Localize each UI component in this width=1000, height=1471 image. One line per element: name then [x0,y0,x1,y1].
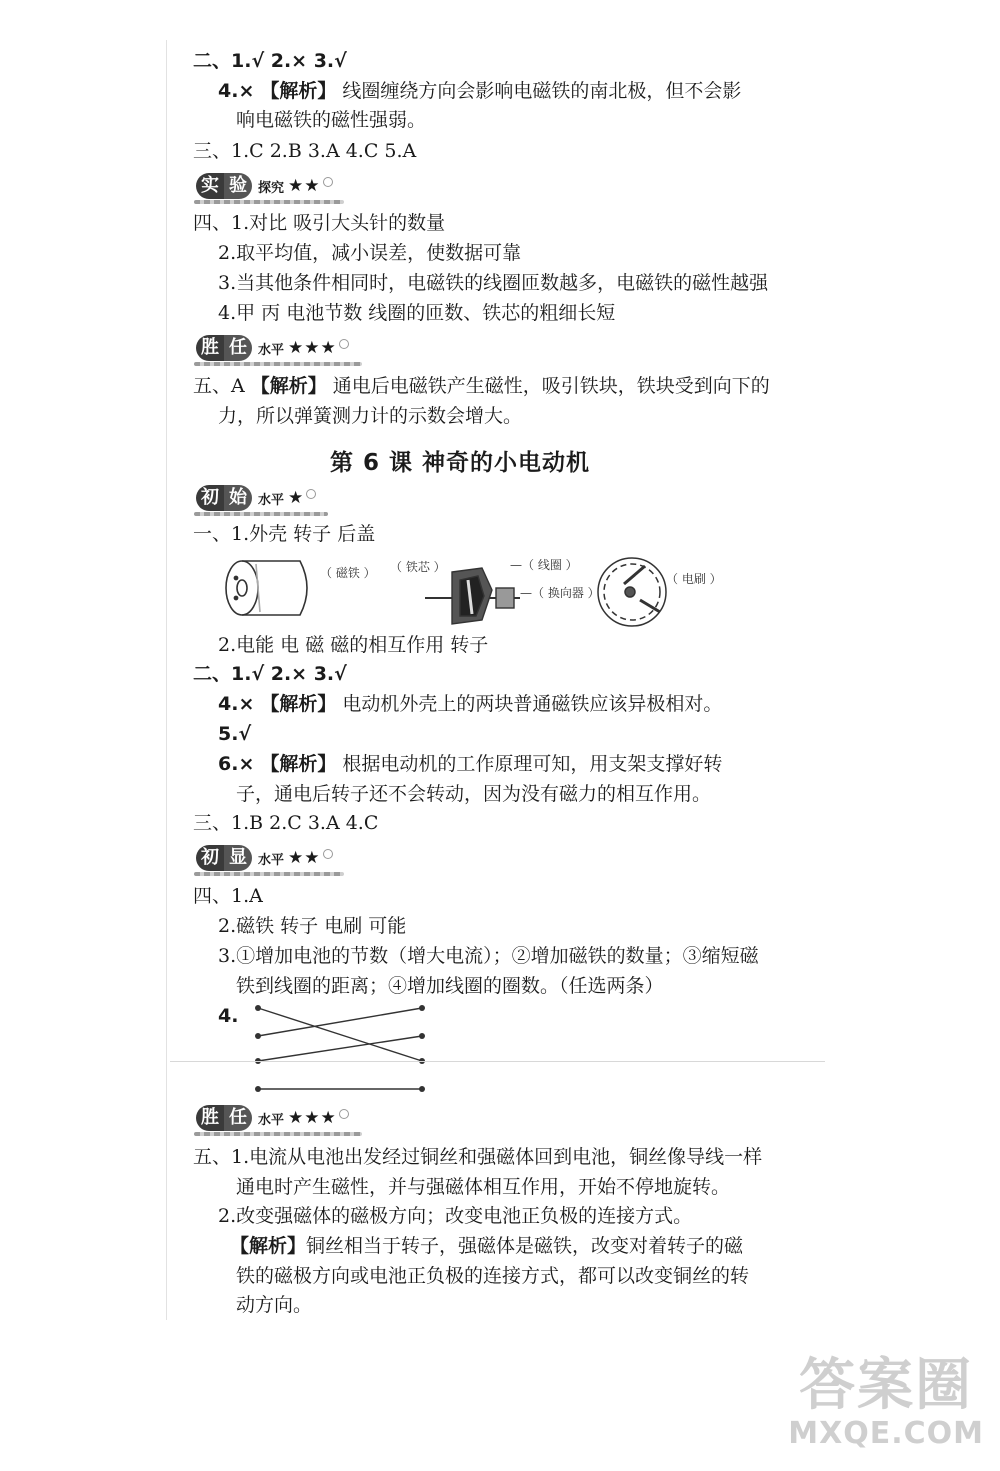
match-dot [255,1005,261,1011]
badge-char: 始 [224,485,252,511]
star-rating: ★★★ [288,1108,337,1128]
question-number: 五、A [193,375,245,397]
dot-icon [339,339,349,349]
question-number: 4.× [218,693,255,715]
section-divider [170,1061,825,1062]
answer-line: 4. [218,1005,239,1027]
level-badge-chushi [196,483,316,513]
badge-char: 初 [196,845,224,871]
match-line [258,1036,422,1061]
answer-line: 5.√ [218,723,252,745]
answer-line [193,373,770,399]
question-number: 4.× [218,80,255,102]
answer-line [218,751,722,777]
badge-char: 实 [196,173,224,199]
badge-char: 胜 [196,335,224,361]
answer-line: 三、1.B 2.C 3.A 4.C [193,812,379,834]
answer-line: 2.取平均值，减小误差，使数据可靠 [218,242,522,264]
answer-line: 四、1.A [193,885,263,907]
match-dot [255,1086,261,1092]
badge-underline [194,362,362,366]
badge-underline [194,200,344,204]
star-rating: ★★ [288,176,321,196]
watermark-logo-text: 答案圈 [799,1353,974,1418]
dot-icon [339,1109,349,1119]
answer-line [230,1233,743,1259]
answer-line: 铁的磁极方向或电池正负极的连接方式，都可以改变铜丝的转 [236,1265,750,1287]
label-magnet: （ 磁铁 ） [320,566,376,580]
badge-underline [194,512,328,516]
match-dot [419,1033,425,1039]
question-number: 6.× [218,753,255,775]
match-line [258,1008,422,1061]
analysis-text: 通电后电磁铁产生磁性，吸引铁块，铁块受到向下的 [332,375,770,397]
answer-line: 通电时产生磁性，并与强磁体相互作用，开始不停地旋转。 [236,1176,731,1198]
watermark-url: MXQE.COM [788,1416,984,1451]
analysis-tag: 【解析】 [260,693,337,715]
match-line [258,1008,422,1036]
answer-line: 4.甲 丙 电池节数 线圈的匝数、铁芯的粗细长短 [218,302,616,324]
level-badge-shengren [196,1103,349,1133]
badge-tag: 水平 [258,492,285,508]
analysis-text: 铜丝相当于转子，强磁体是磁铁，改变对着转子的磁 [306,1235,744,1257]
analysis-text: 电动机外壳上的两块普通磁铁应该异极相对。 [342,693,723,715]
badge-tag: 水平 [258,852,285,868]
badge-underline [194,872,344,876]
dot-icon [306,489,316,499]
label-coil: —（ 线圈 ） [510,558,578,572]
end-cap-drawing [598,558,666,626]
answer-line: 力，所以弹簧测力计的示数会增大。 [218,405,523,427]
left-margin-rule [166,40,167,1320]
motor-parts-figure [220,550,740,640]
answer-line: 一、1.外壳 转子 后盖 [193,523,376,545]
level-badge-shiyan [196,171,333,201]
answer-line: 2.改变强磁体的磁极方向；改变电池正负极的连接方式。 [218,1205,693,1227]
dot-icon [323,849,333,859]
analysis-tag: 【解析】 [260,753,337,775]
answer-line: 2.电能 电 磁 磁的相互作用 转子 [218,634,489,656]
answer-line [218,78,741,104]
answer-line [218,691,722,717]
badge-char: 任 [224,1105,252,1131]
answer-line: 铁到线圈的距离；④增加线圈的圈数。（任选两条） [236,975,664,997]
badge-char: 初 [196,485,224,511]
dot-icon [323,177,333,187]
answer-line: 二、1.√ 2.× 3.√ [193,50,347,72]
answer-line: 三、1.C 2.B 3.A 4.C 5.A [193,140,417,162]
analysis-tag: 【解析】 [250,375,327,397]
star-rating: ★ [288,488,305,508]
star-rating: ★★ [288,848,321,868]
answer-line: 响电磁铁的磁性强弱。 [236,109,427,131]
answer-line: 2.磁铁 转子 电刷 可能 [218,915,407,937]
match-dot [419,1086,425,1092]
answer-line: 四、1.对比 吸引大头针的数量 [193,212,446,234]
badge-char: 验 [224,173,252,199]
answer-line: 动方向。 [236,1294,313,1316]
answer-line: 子，通电后转子还不会转动，因为没有磁力的相互作用。 [236,783,712,805]
answer-line: 3.①增加电池的节数（增大电流）；②增加磁铁的数量；③缩短磁 [218,945,759,967]
answer-line: 3.当其他条件相同时，电磁铁的线圈匝数越多，电磁铁的磁性越强 [218,272,769,294]
watermark [788,1353,984,1451]
badge-char: 任 [224,335,252,361]
badge-char: 显 [224,845,252,871]
lesson-title: 第 6 课 神奇的小电动机 [330,450,591,476]
badge-tag: 水平 [258,1112,285,1128]
analysis-text: 线圈缠绕方向会影响电磁铁的南北极，但不会影 [342,80,742,102]
badge-tag: 水平 [258,342,285,358]
motor-housing-drawing [226,561,307,615]
analysis-tag: 【解析】 [260,80,337,102]
badge-underline [194,1132,362,1136]
match-dot [419,1005,425,1011]
matching-lines-figure [250,998,440,1098]
answer-line: 五、1.电流从电池出发经过铜丝和强磁体回到电池，铜丝像导线一样 [193,1146,763,1168]
answer-line: 二、1.√ 2.× 3.√ [193,663,347,685]
level-badge-shengren [196,333,349,363]
label-brush: （ 电刷 ） [666,572,722,586]
badge-char: 胜 [196,1105,224,1131]
level-badge-chuxian [196,843,333,873]
analysis-text: 根据电动机的工作原理可知，用支架支撑好转 [342,753,723,775]
rotor-drawing [425,568,520,624]
analysis-tag: 【解析】 [230,1235,307,1257]
label-core: （ 铁芯 ） [390,560,446,574]
label-commutator: —（ 换向器 ） [520,586,600,600]
match-dot [255,1033,261,1039]
badge-tag: 探究 [258,180,285,196]
star-rating: ★★★ [288,338,337,358]
